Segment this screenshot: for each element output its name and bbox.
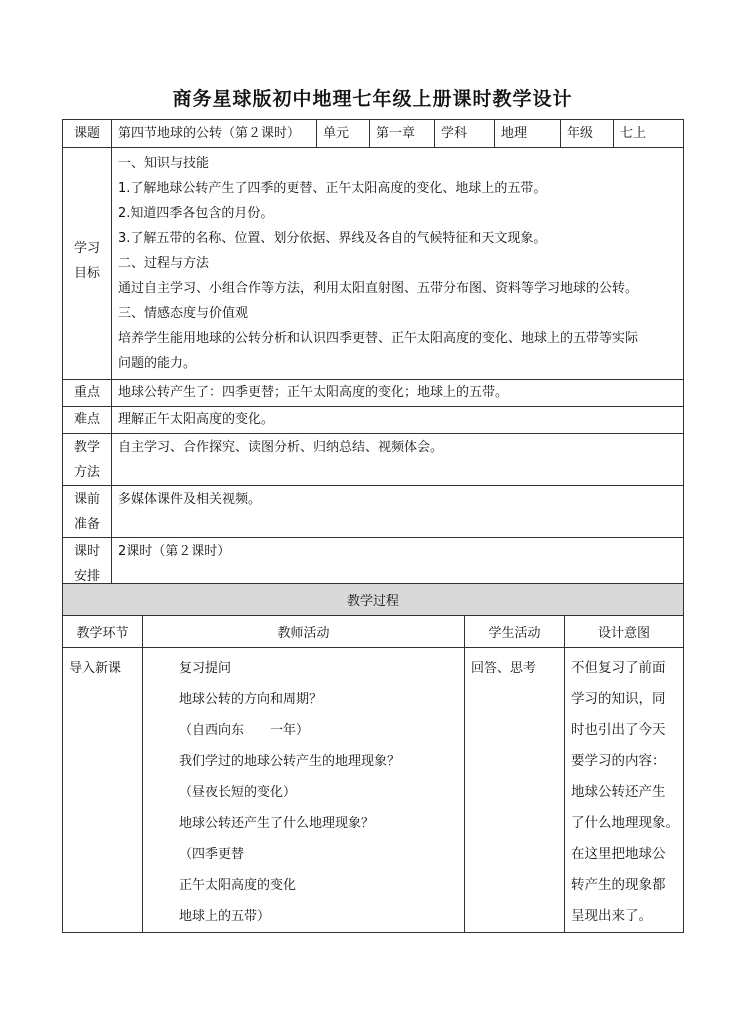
method-row <box>63 434 684 486</box>
schedule-row <box>63 538 684 590</box>
teacher-line: 地球上的五带） <box>179 909 271 924</box>
process-row <box>63 648 684 933</box>
goals-line: 三、情感态度与价值观 <box>118 306 249 321</box>
goals-label-line2: 目标 <box>73 266 100 281</box>
column-header: 设计意图 <box>565 616 684 648</box>
prep-label-line1: 课前 <box>73 492 100 507</box>
design-line: 呈现出来了。 <box>571 908 652 924</box>
schedule-label-line2: 安排 <box>73 569 100 584</box>
header-row <box>63 120 684 148</box>
lesson-info-table <box>62 119 684 590</box>
teacher-line: （自西向东 一年） <box>179 723 310 738</box>
goals-row <box>63 148 684 380</box>
process-columns-row <box>63 616 684 648</box>
teacher-line: （昼夜长短的变化） <box>179 785 297 800</box>
teacher-line: 正午太阳高度的变化 <box>179 878 297 893</box>
subject-value: 地理 <box>495 120 561 148</box>
method-label-line2: 方法 <box>73 465 100 480</box>
column-header: 学生活动 <box>465 616 565 648</box>
difficulty-row <box>63 407 684 434</box>
design-line: 不但复习了前面 <box>571 660 666 676</box>
key-point-label: 重点 <box>63 380 112 407</box>
design-line: 了什么地理现象。 <box>571 815 679 831</box>
unit-value: 第一章 <box>370 120 435 148</box>
stage-cell: 导入新课 <box>63 648 143 933</box>
difficulty-label: 难点 <box>63 407 112 434</box>
method-label-line1: 教学 <box>73 440 100 455</box>
difficulty-value: 理解正午太阳高度的变化。 <box>112 407 684 434</box>
goals-line: 培养学生能用地球的公转分析和认识四季更替、正午太阳高度的变化、地球上的五带等实际 <box>118 331 639 346</box>
key-point-value: 地球公转产生了：四季更替；正午太阳高度的变化；地球上的五带。 <box>112 380 684 407</box>
teacher-line: 我们学过的地球公转产生的地理现象？ <box>179 754 401 769</box>
design-line: 地球公转还产生 <box>571 784 666 800</box>
process-header: 教学过程 <box>63 584 684 616</box>
topic-label: 课题 <box>63 120 112 148</box>
grade-value: 七上 <box>614 120 684 148</box>
goals-line: 1.了解地球公转产生了四季的更替、正午太阳高度的变化、地球上的五带。 <box>118 181 547 196</box>
goals-line: 二、过程与方法 <box>118 256 210 271</box>
goals-line: 通过自主学习、小组合作等方法，利用太阳直射图、五带分布图、资料等学习地球的公转。 <box>118 281 639 296</box>
teacher-line: 地球公转还产生了什么地理现象？ <box>179 816 375 831</box>
method-label <box>63 434 112 486</box>
goals-label <box>63 148 112 380</box>
goals-label-line1: 学习 <box>73 241 100 256</box>
student-activity-cell: 回答、思考 <box>465 648 565 933</box>
teacher-line: （四季更替 <box>179 847 245 862</box>
prep-label <box>63 486 112 538</box>
key-point-row <box>63 380 684 407</box>
design-line: 时也引出了今天 <box>571 722 666 738</box>
goals-line: 问题的能力。 <box>118 356 197 371</box>
goals-line: 一、知识与技能 <box>118 156 210 171</box>
column-header: 教师活动 <box>143 616 465 648</box>
grade-label: 年级 <box>561 120 614 148</box>
column-header: 教学环节 <box>63 616 143 648</box>
teacher-activity-cell <box>143 648 465 933</box>
document-title: 商务星球版初中地理七年级上册课时教学设计 <box>172 88 573 110</box>
prep-row <box>63 486 684 538</box>
teacher-line: 地球公转的方向和周期？ <box>179 692 323 707</box>
teaching-process-table <box>62 583 684 933</box>
design-line: 学习的知识，同 <box>571 691 666 707</box>
unit-label: 单元 <box>317 120 370 148</box>
design-intent-cell <box>565 648 684 933</box>
method-value: 自主学习、合作探究、读图分析、归纳总结、视频体会。 <box>112 434 684 486</box>
prep-label-line2: 准备 <box>73 517 100 532</box>
process-header-row <box>63 584 684 616</box>
schedule-value: 2课时（第２课时） <box>112 538 684 590</box>
schedule-label <box>63 538 112 590</box>
design-line: 要学习的内容： <box>571 753 666 769</box>
goals-line: 3.了解五带的名称、位置、划分依据、界线及各自的气候特征和天文现象。 <box>118 231 547 246</box>
design-line: 在这里把地球公 <box>571 846 666 862</box>
schedule-label-line1: 课时 <box>73 544 100 559</box>
goals-content <box>112 148 684 380</box>
design-line: 转产生的现象都 <box>571 877 666 893</box>
goals-line: 2.知道四季各包含的月份。 <box>118 206 274 221</box>
prep-value: 多媒体课件及相关视频。 <box>112 486 684 538</box>
teacher-line: 复习提问 <box>179 661 232 676</box>
subject-label: 学科 <box>435 120 495 148</box>
topic-value: 第四节地球的公转（第２课时） <box>112 120 317 148</box>
